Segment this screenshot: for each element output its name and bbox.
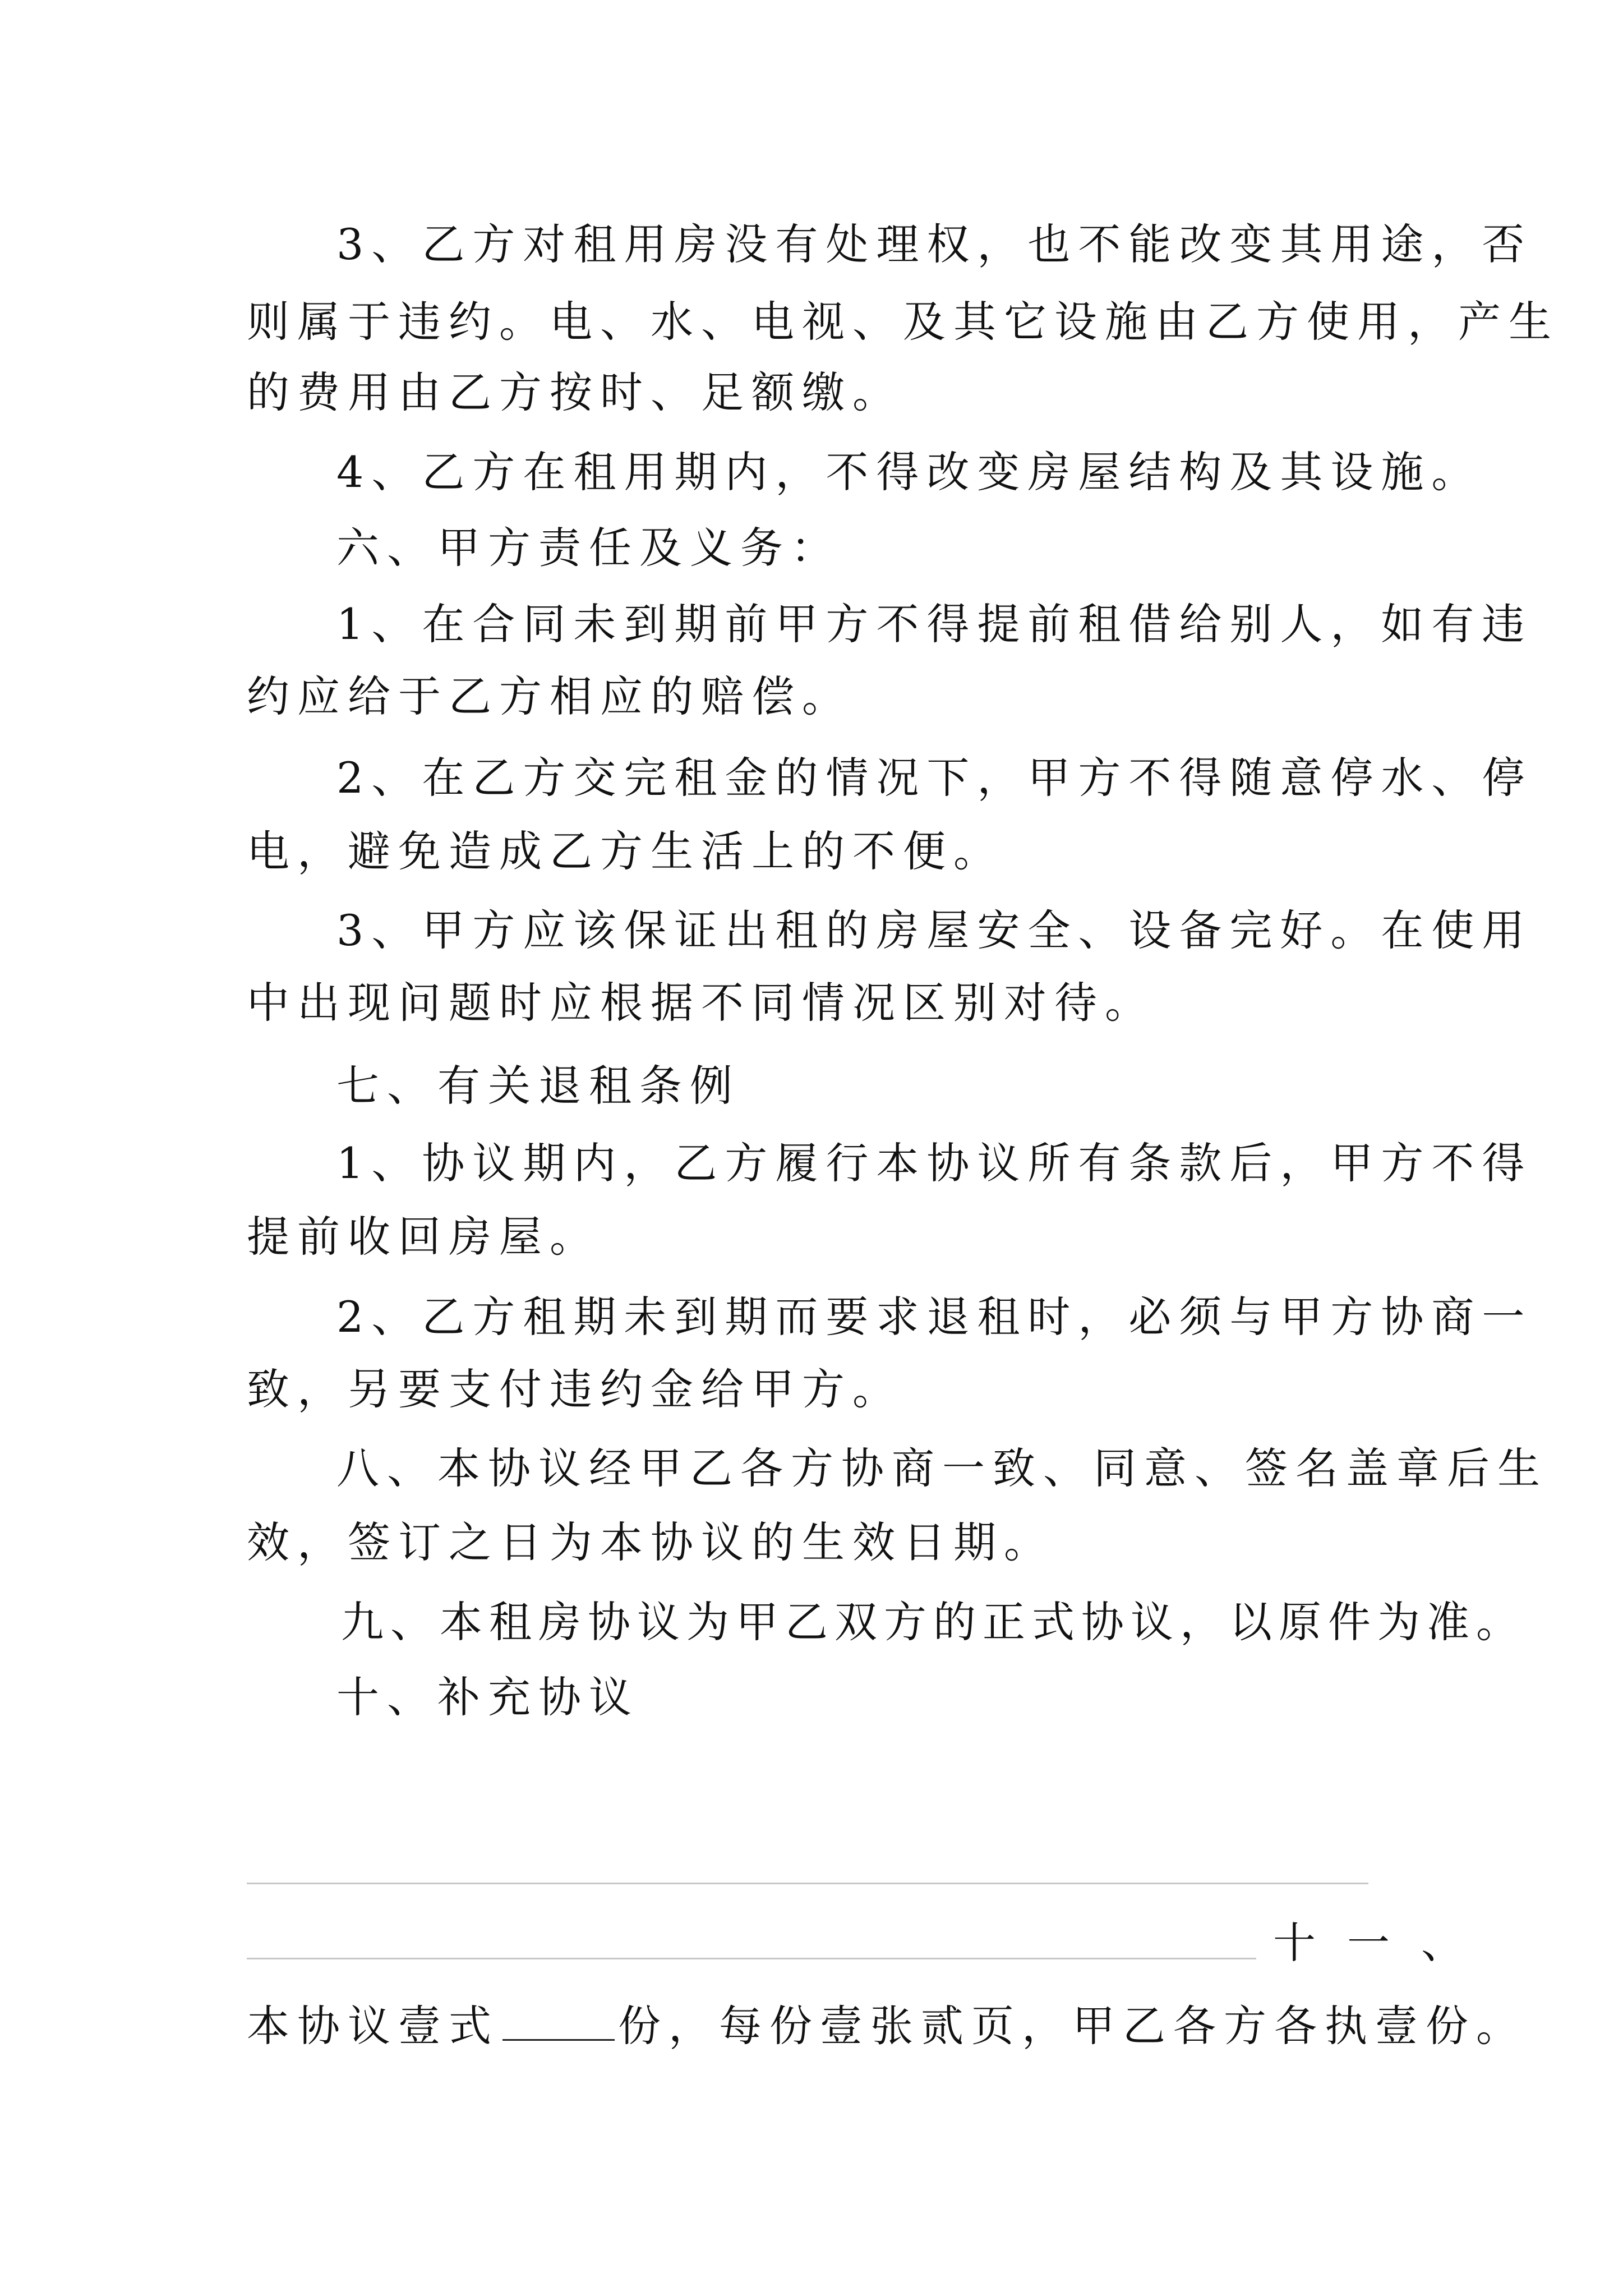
paragraph-line: 约应给于乙方相应的赔偿。 [247, 671, 852, 721]
paragraph-line: 八、本协议经甲乙各方协商一致、同意、签名盖章后生 [336, 1443, 1548, 1493]
paragraph-line: 1、在合同未到期前甲方不得提前租借给别人，如有违 [336, 599, 1533, 649]
paragraph-line: 的费用由乙方按时、足额缴。 [247, 367, 903, 417]
paragraph-line: 提前收回房屋。 [247, 1212, 600, 1262]
clause-eleven-marker: 十一、 [1273, 1918, 1495, 1968]
section-heading: 七、有关退租条例 [336, 1061, 740, 1111]
supplement-blank-line [247, 1958, 1256, 1959]
paragraph-line: 3、甲方应该保证出租的房屋安全、设备完好。在使用 [336, 905, 1533, 955]
section-heading: 十、补充协议 [336, 1672, 639, 1722]
paragraph-line: 效，签订之日为本协议的生效日期。 [247, 1517, 1054, 1567]
paragraph-line: 电，避免造成乙方生活上的不便。 [247, 826, 1004, 876]
paragraph-line: 2、在乙方交完租金的情况下，甲方不得随意停水、停 [336, 753, 1533, 803]
paragraph-line: 致，另要支付违约金给甲方。 [247, 1364, 903, 1414]
paragraph-line: 1、协议期内，乙方履行本协议所有条款后，甲方不得 [336, 1138, 1533, 1188]
paragraph-line: 中出现问题时应根据不同情况区别对待。 [247, 978, 1155, 1028]
supplement-blank-line [247, 1883, 1368, 1884]
paragraph-line: 则属于违约。电、水、电视、及其它设施由乙方使用，产生 [247, 297, 1559, 347]
section-heading: 六、甲方责任及义务： [336, 523, 841, 573]
paragraph-line: 九、本租房协议为甲乙双方的正式协议，以原件为准。 [341, 1597, 1525, 1647]
final-clause-text-end: 份，每份壹张贰页，甲乙各方各执壹份。 [618, 2001, 1527, 2051]
paragraph-line: 4、乙方在租用期内，不得改变房屋结构及其设施。 [336, 447, 1482, 497]
paragraph-line: 3、乙方对租用房没有处理权，也不能改变其用途，否 [336, 219, 1533, 269]
final-clause-text-start: 本协议壹式 [247, 2001, 499, 2051]
paragraph-line: 2、乙方租期未到期而要求退租时，必须与甲方协商一 [336, 1292, 1533, 1342]
copies-blank [502, 2000, 615, 2041]
final-clause-line [247, 1998, 1527, 2054]
